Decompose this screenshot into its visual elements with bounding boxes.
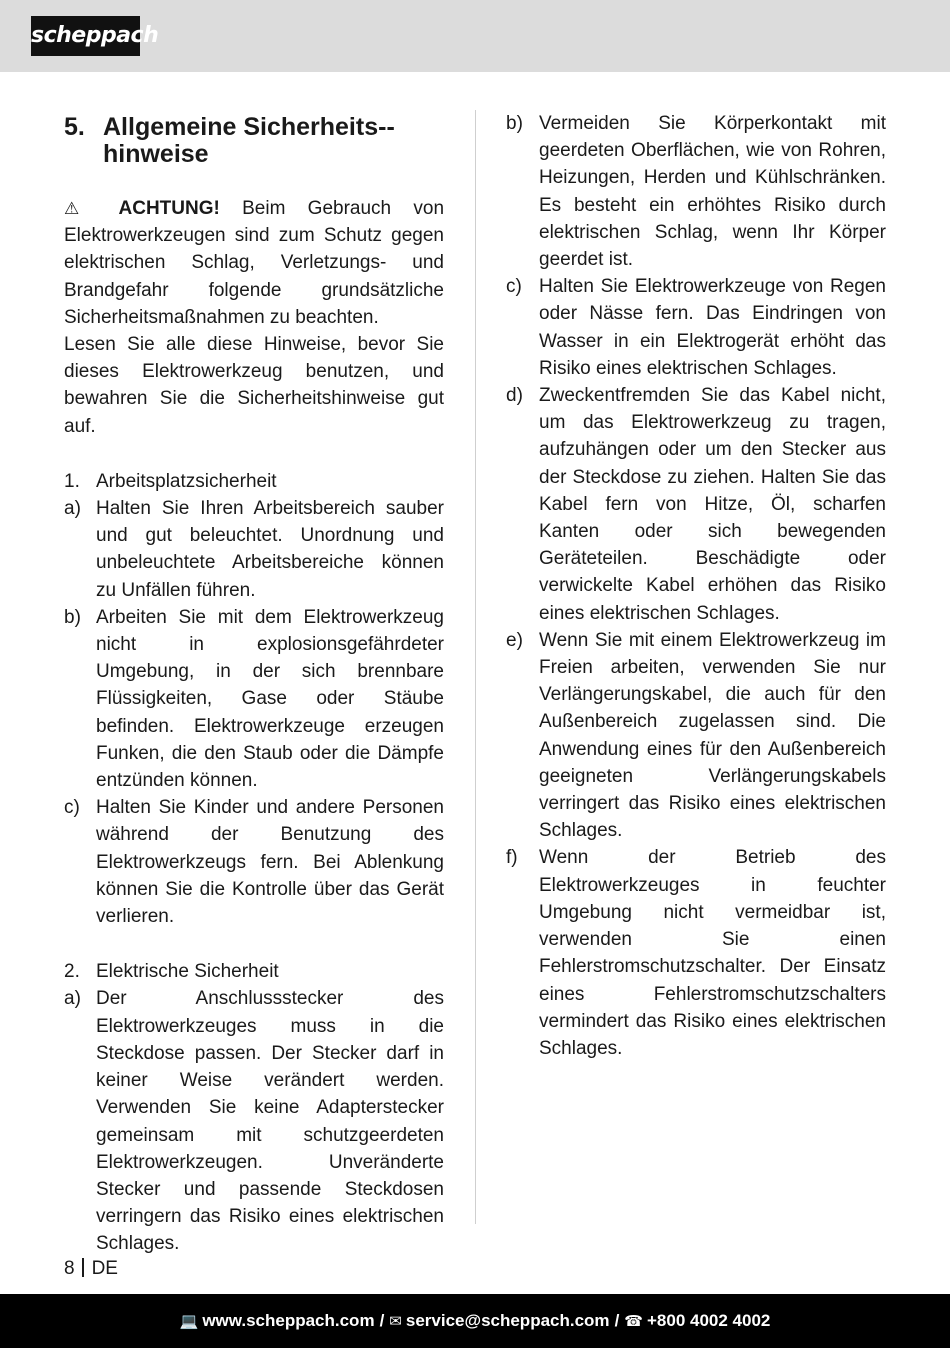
item-mark: f) xyxy=(506,847,518,869)
item-mark: b) xyxy=(506,113,523,134)
item-text: Zweckentfremden Sie das Kabel nicht, um das Elektrowerkzeug zu tragen, aufzuhängen oder um den Stecker aus der Steckdose zu ziehen. Halten Sie das Kabel fern von Hitze, Öl, scharfen Kanten oder sich bewegenden Geräteteilen. Beschädigte oder verwickelte Kabel erhöhen das Risiko eines elektrischen Schlages. xyxy=(539,385,886,624)
subsection-heading xyxy=(64,468,444,495)
item-text: Vermeiden Sie Körperkontakt mit geerdeten Oberflächen, wie von Rohren, Heizungen, Herden und Kühlschränken. Es besteht ein erhöhtes Risiko durch elektrischen Schlag, wenn Ihr Körper geerdet ist. xyxy=(539,113,886,271)
warning-triangle-icon: ⚠ xyxy=(64,199,97,218)
subsection-heading xyxy=(64,958,444,985)
footer-separator: / xyxy=(379,1311,385,1330)
list-item xyxy=(64,794,444,930)
list-item xyxy=(64,495,444,604)
warning-label: ACHTUNG! xyxy=(118,198,220,219)
left-column xyxy=(64,110,444,1258)
subsection-number: 1. xyxy=(64,470,80,492)
item-text: Der Anschlussstecker des Elektrowerkzeuges muss in die Steckdose passen. Der Stecker darf in keiner Weise verändert werden. Verwenden Sie keine Adapterstecker gemeinsam mit schutzgeerdeten Elektrowerkzeugen. Unveränderte Stecker und passende Steckdosen verringern das Risiko eines elektrischen Schlages. xyxy=(96,988,444,1255)
list-item xyxy=(506,627,886,845)
right-column xyxy=(506,110,886,1062)
item-mark: a) xyxy=(64,498,81,520)
mail-icon: ✉ xyxy=(389,1313,402,1330)
item-mark: a) xyxy=(64,988,81,1010)
item-mark: c) xyxy=(64,797,80,819)
subsection-title: Arbeitsplatzsicherheit xyxy=(96,470,277,492)
warning-paragraph xyxy=(64,195,444,331)
item-text: Arbeiten Sie mit dem Elektrowerkzeug nicht in explosionsgefährdeter Umgebung, in der sich brennbare Flüssigkeiten, Gase oder Stäube befinden. Elektrowerkzeuge erzeugen Funken, die den Staub oder die Dämpfe entzünden können. xyxy=(96,606,444,792)
item-mark: b) xyxy=(64,606,81,628)
footer-phone[interactable]: +800 4002 4002 xyxy=(646,1311,771,1330)
computer-icon: 💻 xyxy=(179,1313,199,1330)
item-mark: d) xyxy=(506,385,523,407)
phone-icon: ☎ xyxy=(624,1313,643,1330)
column-divider xyxy=(475,110,476,1224)
page-number-separator xyxy=(82,1258,84,1277)
scheppach-logo: scheppach xyxy=(31,16,140,56)
section-title-text: Allgemeine Sicherheits-hinweise xyxy=(103,113,395,168)
footer-email[interactable]: service@scheppach.com xyxy=(405,1311,610,1330)
list-item xyxy=(506,110,886,273)
page-number-value: 8 xyxy=(64,1258,75,1279)
list-item xyxy=(64,604,444,794)
item-mark: e) xyxy=(506,629,523,651)
page-language: DE xyxy=(91,1258,118,1279)
list-item xyxy=(506,273,886,382)
list-item xyxy=(64,985,444,1257)
page-header xyxy=(0,0,950,72)
footer-separator: / xyxy=(614,1311,620,1330)
item-text: Wenn der Betrieb des Elektrowerkzeuges in feuchter Umgebung nicht vermeidbar ist, verwenden Sie einen Fehlerstromschutzschalter. Der Einsatz eines Fehlerstromschutzschalters vermindert das Risiko eines elektrischen Schlages. xyxy=(539,847,886,1059)
page-footer xyxy=(0,1294,950,1348)
intro-paragraph: Lesen Sie alle diese Hinweise, bevor Sie dieses Elektrowerkzeug benutzen, und bewahren Sie die Sicherheitshinweise gut auf. xyxy=(64,334,444,437)
item-text: Halten Sie Elektrowerkzeuge von Regen oder Nässe fern. Das Eindringen von Wasser in ein Elektrogerät erhöht das Risiko eines elektrischen Schlages. xyxy=(539,276,886,379)
item-text: Halten Sie Kinder und andere Personen während der Benutzung des Elektrowerkzeugs fern. Bei Ablenkung können Sie die Kontrolle über das Gerät verlieren. xyxy=(96,797,444,928)
page-number xyxy=(64,1255,118,1282)
list-item xyxy=(506,844,886,1062)
warning-text: Beim Gebrauch von Elektrowerkzeugen sind zum Schutz gegen elektrischen Schlag, Verletzungs- und Brandgefahr folgende grundsätzliche Sicherheitsmaßnahmen zu beachten. xyxy=(64,198,445,328)
section-number: 5. xyxy=(64,113,85,141)
subsection-number: 2. xyxy=(64,961,80,983)
item-text: Wenn Sie mit einem Elektrowerkzeug im Freien arbeiten, verwenden Sie nur Verlängerungskabel, die auch für den Außenbereich zugelassen sind. Die Anwendung eines für den Außenbereich geeigneten Verlängerungskabels verringert das Risiko eines elektrischen Schlages. xyxy=(539,629,886,842)
footer-website[interactable]: www.scheppach.com xyxy=(202,1311,375,1330)
section-title xyxy=(64,114,444,168)
item-text: Halten Sie Ihren Arbeitsbereich sauber und gut beleuchtet. Unordnung und unbeleuchtete Arbeitsbereiche können zu Unfällen führen. xyxy=(96,498,444,601)
list-item xyxy=(506,382,886,627)
subsection-title: Elektrische Sicherheit xyxy=(96,961,279,983)
item-mark: c) xyxy=(506,276,522,298)
